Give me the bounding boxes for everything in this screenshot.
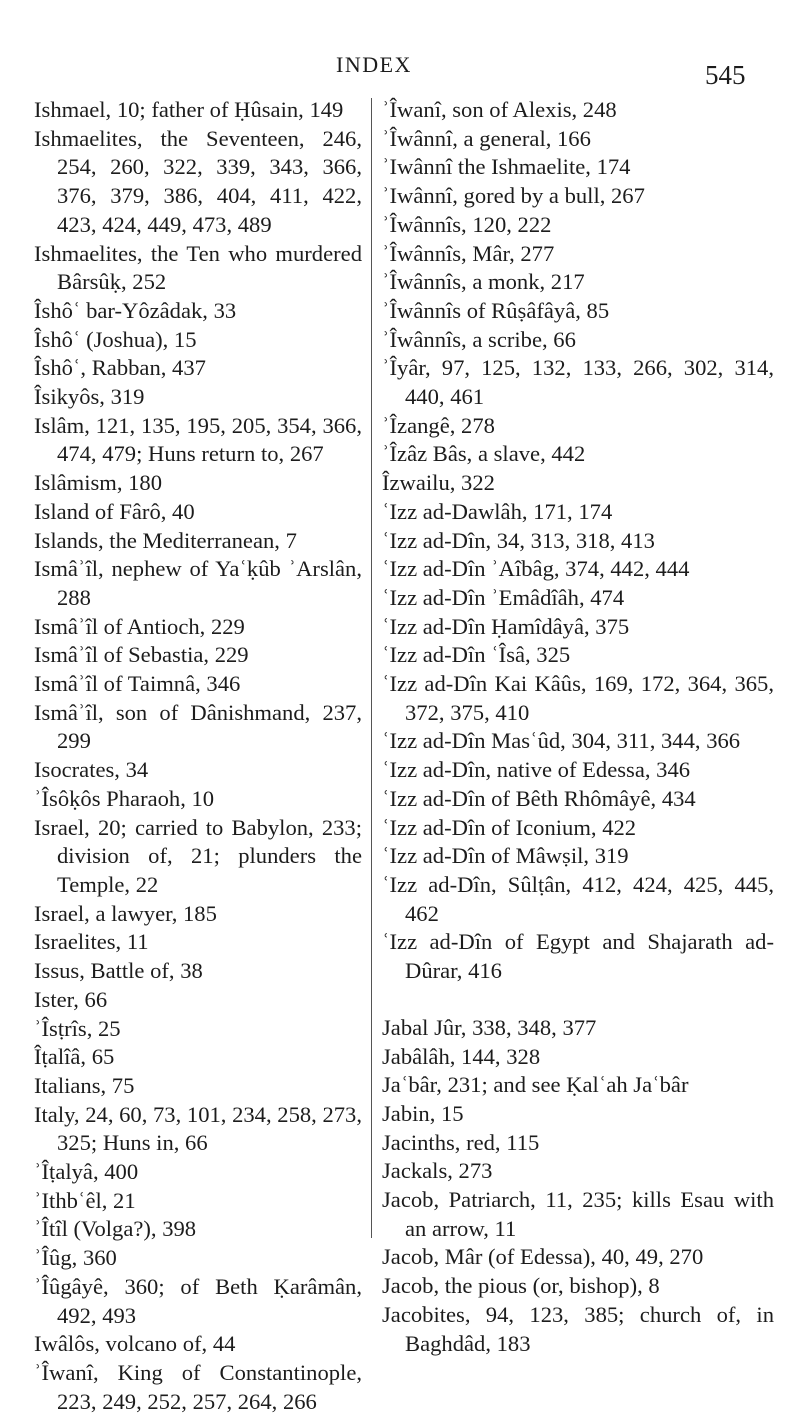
index-entry: Jacobites, 94, 123, 385; church of, in Baghdâd, 183	[382, 1301, 774, 1356]
index-entry: Islâmism, 180	[34, 470, 163, 496]
index-entry: Iwâlôs, volcano of, 44	[34, 1331, 236, 1357]
index-entry: Italy, 24, 60, 73, 101, 234, 258, 273, 325; Huns in, 66	[34, 1101, 363, 1156]
index-entry: ʾÎsôḳôs Pharaoh, 10	[34, 785, 215, 811]
index-entry: ʾÎwanî, son of Alexis, 248	[382, 97, 617, 122]
index-entry: Issus, Battle of, 38	[34, 958, 203, 984]
index-column-left	[34, 96, 362, 1416]
index-entry: ʾÎtîl (Volga?), 398	[34, 1216, 197, 1242]
index-entry: Ishmaelites, the Seventeen, 246, 254, 260, 322, 339, 343, 366, 376, 379, 386, 404, 411, 422, 423, 424, 449, 473, 489	[34, 125, 362, 237]
index-entry: Ishmaelites, the Ten who murdered Bârsûḳ, 252	[34, 240, 362, 295]
index-entry: ʾÎwânnî, a general, 166	[382, 125, 591, 151]
index-entry: Îzwailu, 322	[382, 470, 495, 496]
index-entry: ʾIthbʿêl, 21	[34, 1187, 136, 1213]
index-entry: ʾÎûgâyê, 360; of Beth Ḳarâmân, 492, 493	[34, 1273, 362, 1328]
index-entry: Isocrates, 34	[34, 757, 149, 783]
index-entry: Îsikyôs, 319	[34, 384, 145, 410]
index-entry: Israel, a lawyer, 185	[34, 900, 217, 926]
index-entry: Jacob, Patriarch, 11, 235; kills Esau with an arrow, 11	[382, 1187, 774, 1241]
index-entry: Ismâʾîl, son of Dânishmand, 237, 299	[34, 699, 362, 754]
index-entry: Îshôʿ bar-Yôzâdak, 33	[34, 297, 237, 323]
index-entry: ʾIwânnî, gored by a bull, 267	[382, 183, 645, 209]
index-entry: ʾÎwânnîs, a monk, 217	[382, 269, 585, 295]
index-column-right	[382, 96, 774, 1358]
index-entry: ʾÎzangê, 278	[382, 412, 495, 438]
page-header	[0, 52, 800, 92]
index-entry: ʿIzz ad-Dîn Kai Kâûs, 169, 172, 364, 365, 372, 375, 410	[382, 671, 774, 725]
index-entry: Ismâʾîl, nephew of Yaʿḳûb ʾArslân, 288	[34, 556, 362, 610]
index-entry: Ismâʾîl of Antioch, 229	[34, 613, 245, 639]
index-entry: ʿIzz ad-Dîn Ḥamîdâyâ, 375	[382, 613, 630, 639]
index-entry: Israel, 20; carried to Babylon, 233; division of, 21; plunders the Temple, 22	[34, 814, 362, 897]
index-entry: Ismâʾîl of Sebastia, 229	[34, 642, 249, 668]
index-entry: Islâm, 121, 135, 195, 205, 354, 366, 474, 479; Huns return to, 267	[34, 412, 362, 467]
index-entry: Ister, 66	[34, 986, 108, 1012]
index-entry: Îṭalîâ, 65	[34, 1044, 115, 1070]
index-entry: ʿIzz ad-Dîn of Mâwṣil, 319	[382, 843, 629, 869]
index-entry: ʾÎṭalyâ, 400	[34, 1159, 139, 1185]
index-entry: ʾÎwânnîs, a scribe, 66	[382, 326, 576, 352]
index-entry: Jaʿbâr, 231; and see Ḳalʿah Jaʿbâr	[382, 1072, 689, 1098]
index-entry: Jabin, 15	[382, 1100, 464, 1126]
index-entry: Ishmael, 10; father of Ḥûsain, 149	[34, 97, 344, 122]
index-entry: ʿIzz ad-Dîn ʾAîbâg, 374, 442, 444	[382, 556, 690, 582]
index-entry: ʾÎwânnîs, Mâr, 277	[382, 240, 555, 266]
index-entry: ʿIzz ad-Dîn, native of Edessa, 346	[382, 757, 691, 783]
index-entry: ʾIwânnî the Ishmaelite, 174	[382, 154, 631, 180]
index-entry: Jacob, the pious (or, bishop), 8	[382, 1273, 660, 1299]
index-entry: ʾÎsṭrîs, 25	[34, 1015, 121, 1041]
index-entry: Jacinths, red, 115	[382, 1129, 540, 1155]
index-entry: ʾÎzâz Bâs, a slave, 442	[382, 441, 586, 467]
index-entry: Îshôʿ, Rabban, 437	[34, 355, 206, 381]
index-entry: Jacob, Mâr (of Edessa), 40, 49, 270	[382, 1244, 704, 1270]
index-entry: Jabal Jûr, 338, 348, 377	[382, 1014, 597, 1040]
page-number: 545	[705, 60, 746, 90]
index-entry: ʾÎyâr, 97, 125, 132, 133, 266, 302, 314, 440, 461	[382, 355, 774, 410]
index-entry: ʾÎwânnîs of Rûṣâfâyâ, 85	[382, 297, 610, 323]
index-entry: ʾÎwânnîs, 120, 222	[382, 211, 552, 237]
index-entry: Israelites, 11	[34, 929, 149, 955]
page-title: INDEX	[336, 52, 412, 77]
index-entry: ʿIzz ad-Dîn Masʿûd, 304, 311, 344, 366	[382, 728, 741, 754]
index-entry: Îshôʿ (Joshua), 15	[34, 326, 197, 352]
index-entry: ʿIzz ad-Dîn, 34, 313, 318, 413	[382, 527, 655, 553]
index-entry: ʾÎûg, 360	[34, 1245, 117, 1271]
index-entry: ʿIzz ad-Dîn, Sûlṭân, 412, 424, 425, 445, 462	[382, 871, 774, 926]
index-entry: ʿIzz ad-Dîn of Iconium, 422	[382, 814, 637, 840]
index-entry: ʿIzz ad-Dîn ʿÎsâ, 325	[382, 642, 571, 668]
index-entry: Islands, the Mediterranean, 7	[34, 527, 297, 553]
index-entry: Italians, 75	[34, 1072, 135, 1098]
index-entry: Jabâlâh, 144, 328	[382, 1043, 541, 1069]
index-entry: ʾÎwanî, King of Constantinople, 223, 249, 252, 257, 264, 266	[34, 1359, 362, 1414]
index-entry: Island of Fârô, 40	[34, 498, 195, 524]
index-entry: Jackals, 273	[382, 1158, 493, 1184]
column-divider	[371, 98, 372, 1238]
index-entry: ʿIzz ad-Dawlâh, 171, 174	[382, 498, 613, 524]
index-entry: ʿIzz ad-Dîn ʾEmâdîâh, 474	[382, 584, 625, 610]
index-entry: ʿIzz ad-Dîn of Egypt and Shajarath ad-Dûrar, 416	[382, 929, 774, 984]
index-entry: Ismâʾîl of Taimnâ, 346	[34, 671, 241, 697]
index-entry: ʿIzz ad-Dîn of Bêth Rhômâyê, 434	[382, 785, 696, 811]
